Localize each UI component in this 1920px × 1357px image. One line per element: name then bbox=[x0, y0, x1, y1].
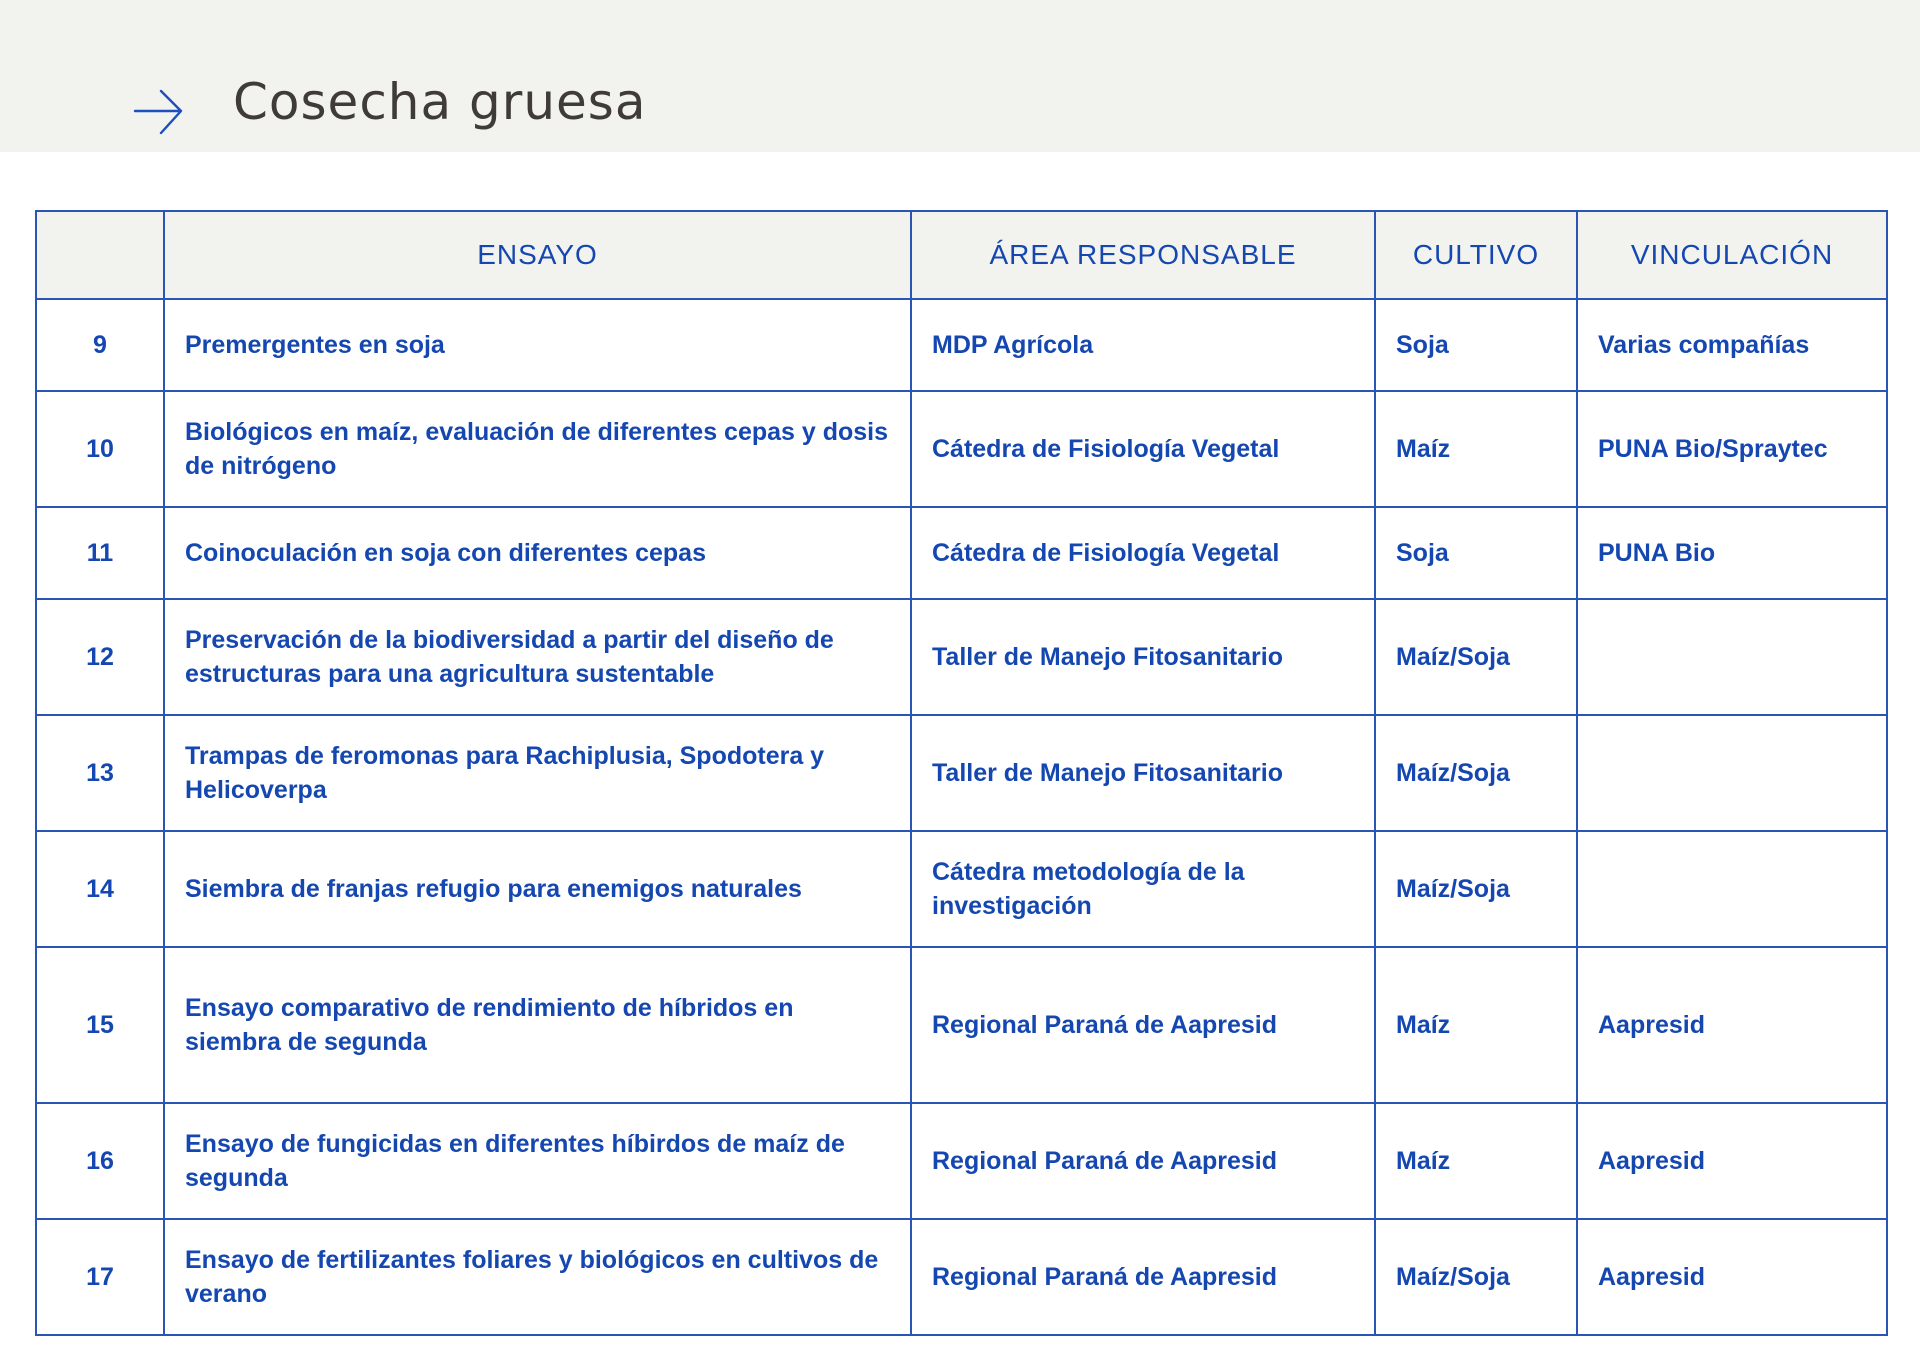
cultivo-cell: Maíz bbox=[1375, 391, 1577, 507]
table-row bbox=[36, 947, 1887, 1103]
vinculacion-cell: PUNA Bio bbox=[1577, 507, 1887, 599]
cultivo-cell: Maíz/Soja bbox=[1375, 1219, 1577, 1335]
cultivo-cell: Maíz bbox=[1375, 947, 1577, 1103]
table-row bbox=[36, 299, 1887, 391]
area-cell: Cátedra de Fisiología Vegetal bbox=[911, 507, 1375, 599]
vinculacion-cell: Aapresid bbox=[1577, 1219, 1887, 1335]
cultivo-cell: Maíz/Soja bbox=[1375, 599, 1577, 715]
row-number: 14 bbox=[36, 831, 164, 947]
table-row bbox=[36, 1103, 1887, 1219]
cultivo-cell: Maíz/Soja bbox=[1375, 831, 1577, 947]
trials-table bbox=[35, 210, 1888, 1336]
area-cell: Regional Paraná de Aapresid bbox=[911, 947, 1375, 1103]
table-row bbox=[36, 391, 1887, 507]
table-row bbox=[36, 507, 1887, 599]
column-header-vinculacion: VINCULACIÓN bbox=[1577, 211, 1887, 299]
row-number: 10 bbox=[36, 391, 164, 507]
ensayo-cell: Preservación de la biodiversidad a partir del diseño de estructuras para una agricultura sustentable bbox=[164, 599, 911, 715]
column-header-number bbox=[36, 211, 164, 299]
column-header-cultivo: CULTIVO bbox=[1375, 211, 1577, 299]
area-cell: Cátedra metodología de la investigación bbox=[911, 831, 1375, 947]
vinculacion-cell: Aapresid bbox=[1577, 1103, 1887, 1219]
cultivo-cell: Maíz bbox=[1375, 1103, 1577, 1219]
ensayo-cell: Ensayo de fungicidas en diferentes híbirdos de maíz de segunda bbox=[164, 1103, 911, 1219]
ensayo-cell: Coinoculación en soja con diferentes cepas bbox=[164, 507, 911, 599]
ensayo-cell: Ensayo comparativo de rendimiento de híbridos en siembra de segunda bbox=[164, 947, 911, 1103]
column-header-ensayo: ENSAYO bbox=[164, 211, 911, 299]
area-cell: MDP Agrícola bbox=[911, 299, 1375, 391]
vinculacion-cell: Varias compañías bbox=[1577, 299, 1887, 391]
ensayo-cell: Siembra de franjas refugio para enemigos naturales bbox=[164, 831, 911, 947]
ensayo-cell: Premergentes en soja bbox=[164, 299, 911, 391]
table-row bbox=[36, 599, 1887, 715]
area-cell: Taller de Manejo Fitosanitario bbox=[911, 599, 1375, 715]
vinculacion-cell bbox=[1577, 599, 1887, 715]
ensayo-cell: Biológicos en maíz, evaluación de diferentes cepas y dosis de nitrógeno bbox=[164, 391, 911, 507]
area-cell: Cátedra de Fisiología Vegetal bbox=[911, 391, 1375, 507]
area-cell: Regional Paraná de Aapresid bbox=[911, 1219, 1375, 1335]
row-number: 17 bbox=[36, 1219, 164, 1335]
cultivo-cell: Soja bbox=[1375, 507, 1577, 599]
row-number: 12 bbox=[36, 599, 164, 715]
vinculacion-cell bbox=[1577, 715, 1887, 831]
area-cell: Taller de Manejo Fitosanitario bbox=[911, 715, 1375, 831]
vinculacion-cell: PUNA Bio/Spraytec bbox=[1577, 391, 1887, 507]
table-row bbox=[36, 831, 1887, 947]
arrow-right-icon bbox=[131, 82, 187, 138]
cultivo-cell: Maíz/Soja bbox=[1375, 715, 1577, 831]
ensayo-cell: Ensayo de fertilizantes foliares y biológicos en cultivos de verano bbox=[164, 1219, 911, 1335]
row-number: 16 bbox=[36, 1103, 164, 1219]
vinculacion-cell: Aapresid bbox=[1577, 947, 1887, 1103]
row-number: 13 bbox=[36, 715, 164, 831]
table-row bbox=[36, 1219, 1887, 1335]
cultivo-cell: Soja bbox=[1375, 299, 1577, 391]
table-row bbox=[36, 715, 1887, 831]
row-number: 11 bbox=[36, 507, 164, 599]
column-header-area: ÁREA RESPONSABLE bbox=[911, 211, 1375, 299]
page-title: Cosecha gruesa bbox=[233, 73, 647, 131]
vinculacion-cell bbox=[1577, 831, 1887, 947]
table-header-row bbox=[36, 211, 1887, 299]
row-number: 9 bbox=[36, 299, 164, 391]
area-cell: Regional Paraná de Aapresid bbox=[911, 1103, 1375, 1219]
row-number: 15 bbox=[36, 947, 164, 1103]
ensayo-cell: Trampas de feromonas para Rachiplusia, Spodotera y Helicoverpa bbox=[164, 715, 911, 831]
